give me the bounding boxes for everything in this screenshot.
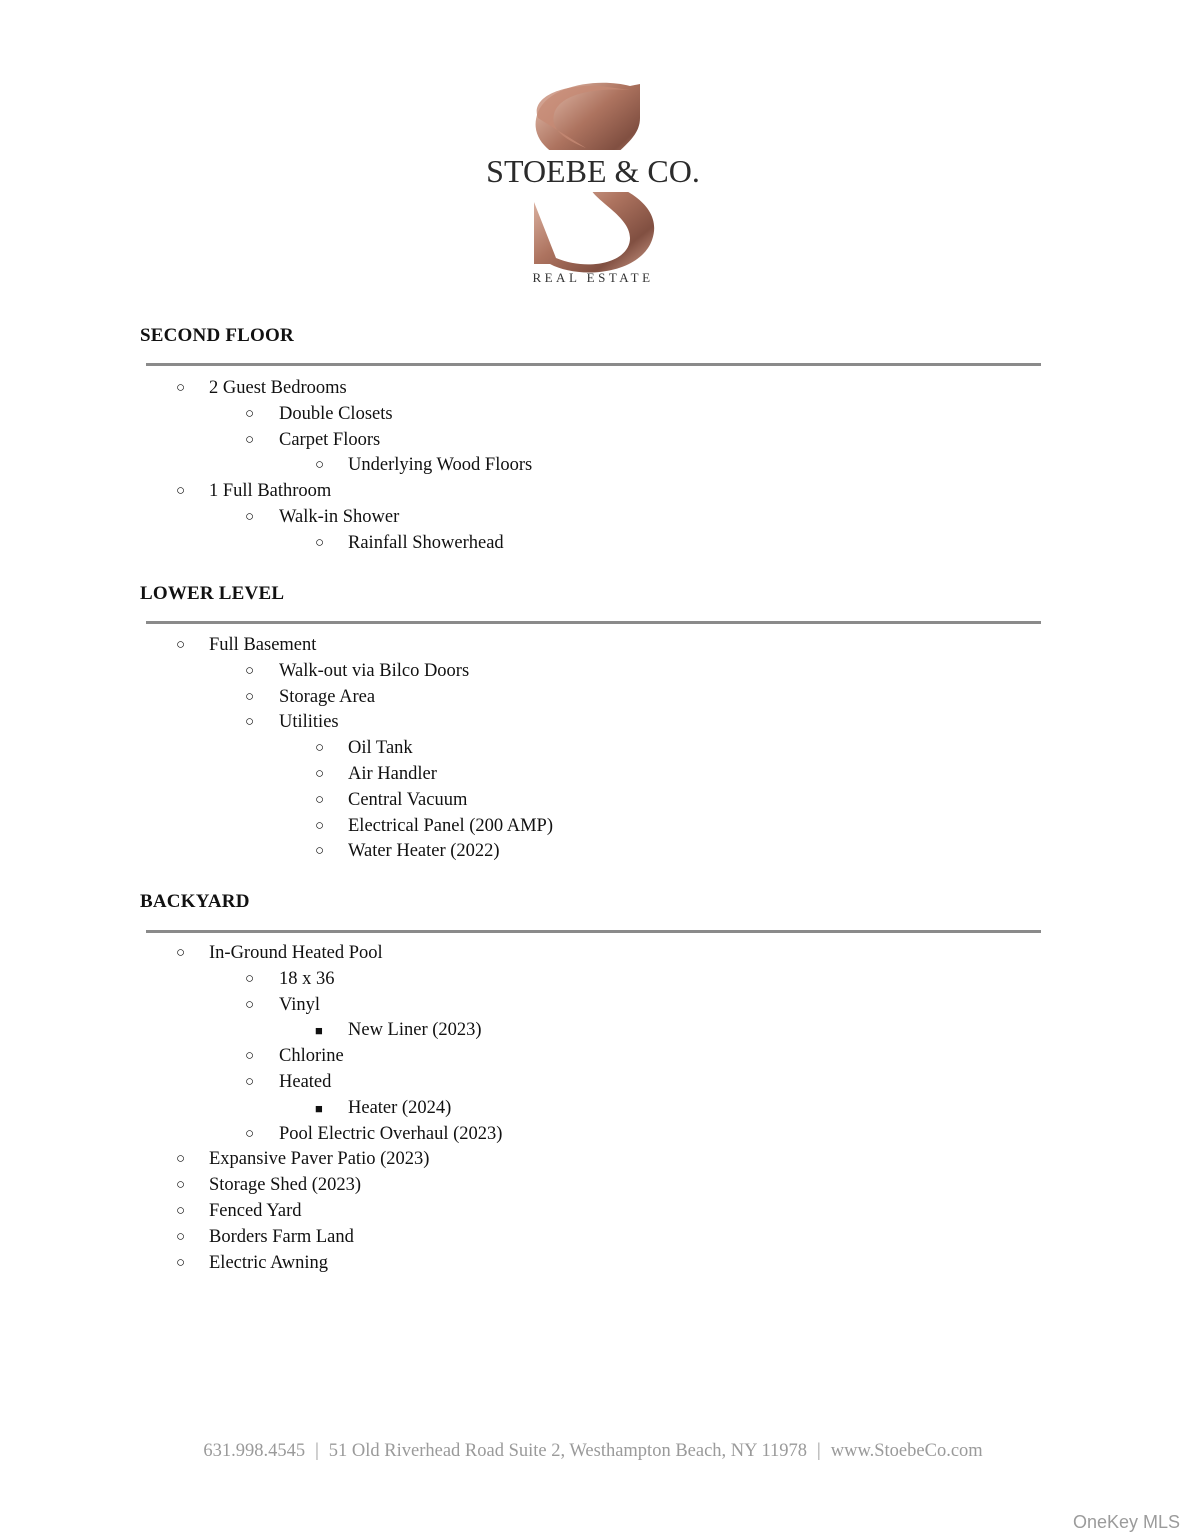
circle-bullet-icon: ○	[245, 970, 255, 987]
circle-bullet-icon: ○	[176, 1228, 186, 1245]
circle-bullet-icon: ○	[315, 791, 325, 808]
section-divider	[146, 930, 1041, 933]
list-item	[176, 1226, 354, 1248]
list-item-text: Electric Awning	[209, 1252, 329, 1273]
list-item	[245, 1071, 331, 1093]
list-item-text: 2 Guest Bedrooms	[209, 378, 347, 398]
circle-bullet-icon: ○	[176, 1151, 186, 1168]
list-item-text: New Liner (2023)	[348, 1020, 482, 1041]
circle-bullet-icon: ○	[245, 1125, 255, 1142]
list-item-text: Storage Shed (2023)	[209, 1175, 362, 1196]
list-item-text: Rainfall Showerhead	[348, 532, 504, 553]
list-item-text: Full Basement	[209, 635, 317, 655]
list-item-text: Double Closets	[279, 403, 393, 424]
list-item-text: 1 Full Bathroom	[209, 481, 332, 502]
list-item	[176, 1200, 302, 1222]
footer-separator: |	[315, 1441, 319, 1461]
circle-bullet-icon: ○	[245, 996, 255, 1013]
list-item-text: Utilities	[279, 712, 339, 733]
list-item	[315, 840, 500, 862]
list-item-text: Fenced Yard	[209, 1201, 302, 1221]
list-item	[245, 968, 335, 990]
list-item	[245, 1045, 344, 1067]
circle-bullet-icon: ○	[245, 1048, 255, 1065]
circle-bullet-icon: ○	[315, 843, 325, 860]
circle-bullet-icon: ○	[245, 714, 255, 731]
list-item	[315, 737, 413, 759]
list-item	[176, 634, 316, 656]
list-item	[315, 763, 437, 785]
list-item-text: Oil Tank	[348, 738, 413, 759]
list-item	[245, 686, 375, 708]
list-item	[315, 1019, 482, 1041]
list-item	[245, 1123, 502, 1145]
list-item-text: Pool Electric Overhaul (2023)	[279, 1123, 503, 1144]
circle-bullet-icon: ○	[315, 740, 325, 757]
circle-bullet-icon: ○	[315, 766, 325, 782]
circle-bullet-icon: ○	[176, 945, 186, 961]
circle-bullet-icon: ○	[245, 662, 255, 679]
list-item	[176, 1148, 429, 1170]
list-item-text: Storage Area	[279, 686, 376, 707]
circle-bullet-icon: ○	[315, 534, 325, 551]
list-item-text: Heated	[279, 1072, 332, 1092]
list-item	[315, 532, 504, 554]
list-item	[245, 660, 469, 682]
circle-bullet-icon: ○	[176, 637, 186, 653]
logo-brand-text: STOEBE & CO.	[486, 153, 700, 189]
list-item-text: Expansive Paver Patio (2023)	[209, 1149, 430, 1170]
section-title-second-floor: SECOND FLOOR	[140, 325, 294, 346]
circle-bullet-icon: ○	[245, 1074, 255, 1090]
list-item-text: Central Vacuum	[348, 789, 468, 810]
list-item	[245, 429, 380, 451]
list-item	[315, 789, 467, 811]
list-item-text: Vinyl	[279, 994, 321, 1015]
list-item-text: Walk-out via Bilco Doors	[279, 660, 470, 681]
list-item	[315, 815, 553, 837]
list-item-text: Borders Farm Land	[209, 1226, 354, 1247]
list-item-text: Walk-in Shower	[279, 507, 400, 527]
section-title-backyard: BACKYARD	[140, 891, 250, 912]
circle-bullet-icon: ○	[245, 405, 255, 422]
section-title-lower-level: LOWER LEVEL	[140, 583, 285, 604]
circle-bullet-icon: ○	[245, 688, 255, 705]
circle-bullet-icon: ○	[176, 380, 186, 396]
circle-bullet-icon: ○	[315, 457, 325, 474]
list-item	[176, 377, 347, 399]
mls-watermark: OneKey MLS	[1072, 1512, 1180, 1532]
circle-bullet-icon: ○	[176, 1177, 186, 1194]
list-item	[315, 454, 532, 476]
list-item	[245, 994, 320, 1016]
list-item-text: Chlorine	[279, 1046, 344, 1067]
list-item	[176, 942, 383, 964]
section-divider	[146, 621, 1041, 624]
list-item-text: Electrical Panel (200 AMP)	[348, 815, 553, 836]
list-item-text: Air Handler	[348, 764, 437, 784]
circle-bullet-icon: ○	[245, 431, 255, 448]
list-item	[245, 506, 399, 528]
footer-phone: 631.998.4545	[203, 1441, 306, 1461]
circle-bullet-icon: ○	[176, 483, 186, 500]
footer-address: 51 Old Riverhead Road Suite 2, Westhampton Beach, NY 11978	[328, 1441, 808, 1461]
logo-graphic	[480, 78, 706, 290]
circle-bullet-icon: ○	[176, 1254, 186, 1271]
square-bullet-icon: ■	[315, 1023, 323, 1039]
square-bullet-icon: ■	[315, 1100, 323, 1116]
list-item-text: Water Heater (2022)	[348, 841, 500, 862]
circle-bullet-icon: ○	[245, 509, 255, 525]
logo-tagline: REAL ESTATE	[532, 270, 654, 285]
company-logo	[480, 78, 706, 290]
circle-bullet-icon: ○	[176, 1203, 186, 1219]
footer-separator: |	[817, 1441, 821, 1461]
list-item-text: Heater (2024)	[348, 1097, 452, 1118]
list-item	[176, 480, 331, 502]
list-item	[176, 1252, 328, 1274]
footer-website[interactable]: www.StoebeCo.com	[830, 1441, 983, 1461]
list-item-text: In-Ground Heated Pool	[209, 943, 383, 963]
list-item	[245, 711, 339, 733]
list-item	[315, 1097, 451, 1119]
circle-bullet-icon: ○	[315, 817, 325, 834]
list-item	[176, 1174, 361, 1196]
list-item-text: Underlying Wood Floors	[348, 455, 533, 476]
list-item-text: 18 x 36	[279, 968, 335, 989]
list-item-text: Carpet Floors	[279, 429, 381, 450]
page-footer	[0, 1441, 1186, 1462]
section-divider	[146, 363, 1041, 366]
list-item	[245, 403, 393, 425]
